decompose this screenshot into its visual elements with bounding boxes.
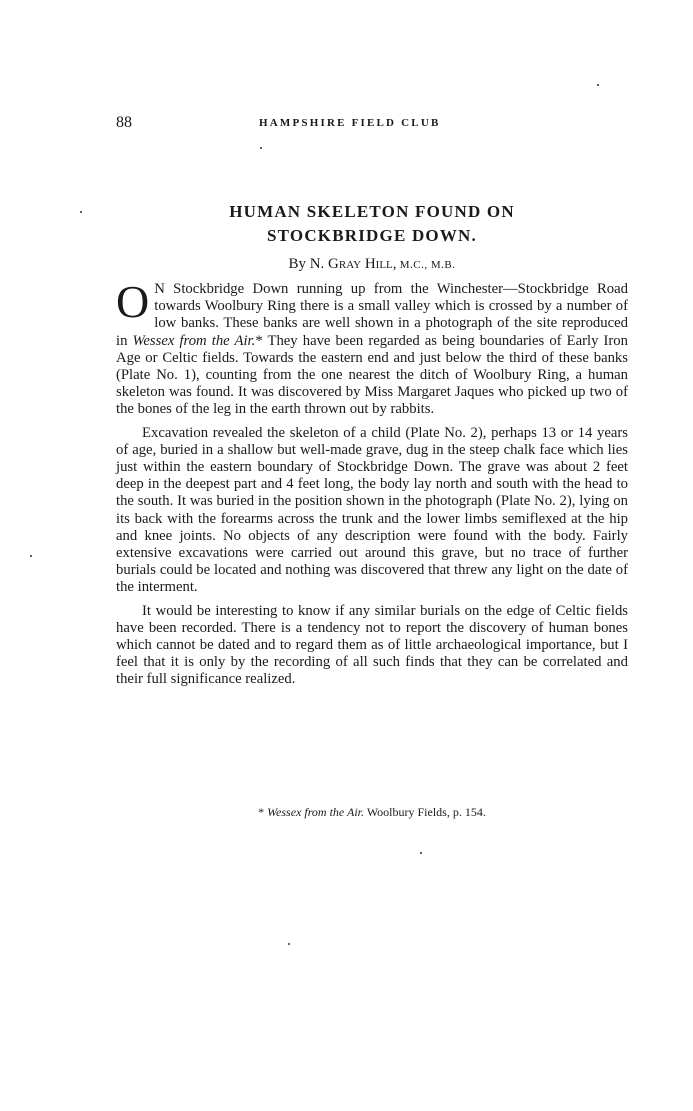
page-header bbox=[116, 114, 626, 134]
scan-speck bbox=[80, 211, 82, 213]
paragraph-3: It would be interesting to know if any similar burials on the edge of Celtic fields have been recorded. There is a tendency not to report the discovery of human bones which cannot be dated and to regard them as of little archaeological importance, but I feel that it is only by the recording of all such finds that they can be correlated and their full significance realized. bbox=[116, 602, 628, 688]
footnote-text: Woolbury Fields, p. 154. bbox=[364, 805, 486, 819]
running-head: HAMPSHIRE FIELD CLUB bbox=[259, 117, 441, 129]
scan-speck bbox=[288, 943, 290, 945]
drop-cap: O bbox=[116, 276, 150, 327]
footnote-marker: * bbox=[258, 805, 268, 819]
author-qualifications: M.C., M.B. bbox=[396, 259, 456, 271]
paragraph-1-text-b: * They have been regarded as being boundaries of Early Iron Age or Celtic fields. Towards the eastern end and just below the third of these banks (Plate No. 1), counting from the one nearest the ditch of Woolbury Ring, a human skeleton was found. It was discovered by Miss Margaret Jaques who picked up two of the bones of the leg in the earth thrown out by rabbits. bbox=[116, 332, 628, 418]
scan-speck bbox=[30, 555, 32, 557]
title-line-2: STOCKBRIDGE DOWN. bbox=[267, 226, 477, 245]
author-name: Gray Hill, bbox=[328, 256, 397, 272]
byline-prefix: By N. bbox=[288, 256, 329, 272]
footnote bbox=[116, 805, 628, 820]
scan-speck bbox=[260, 147, 262, 149]
paragraph-2: Excavation revealed the skeleton of a child (Plate No. 2), perhaps 13 or 14 years of age, buried in a shallow but well-made grave, dug in the steep chalk face which lies just within the eastern boundary of Stockbridge Down. The grave was about 2 feet deep in the deepest part and 4 feet long, the body lay north and south with the head to the south. It was buried in the position shown in the photograph (Plate No. 2), lying on its back with the forearms across the trunk and the lower limbs semiflexed at the hip and knee joints. No objects of any description were found with the body. Fairly extensive excavations were carried out around this grave, but no trace of further burials could be located and nothing was discovered that threw any light on the date of the interment. bbox=[116, 424, 628, 596]
scan-speck bbox=[420, 852, 422, 854]
title-line-1: HUMAN SKELETON FOUND ON bbox=[229, 202, 515, 221]
footnote-italic: Wessex from the Air. bbox=[267, 805, 365, 819]
scan-speck bbox=[597, 84, 599, 86]
page-number: 88 bbox=[116, 114, 132, 131]
article-title bbox=[116, 200, 628, 248]
byline bbox=[116, 256, 628, 273]
paragraph-1-text-a: N Stockbridge Down running up from the Winchester—Stockbridge Road towards Woolbury Ring there is a small valley which is crossed by a number of low banks. These banks are well shown in a photograph of the site reproduced in bbox=[116, 281, 628, 349]
paragraph-1-italic: Wessex from the Air. bbox=[132, 332, 256, 349]
paragraph-1 bbox=[116, 276, 628, 419]
article-body bbox=[116, 276, 628, 689]
